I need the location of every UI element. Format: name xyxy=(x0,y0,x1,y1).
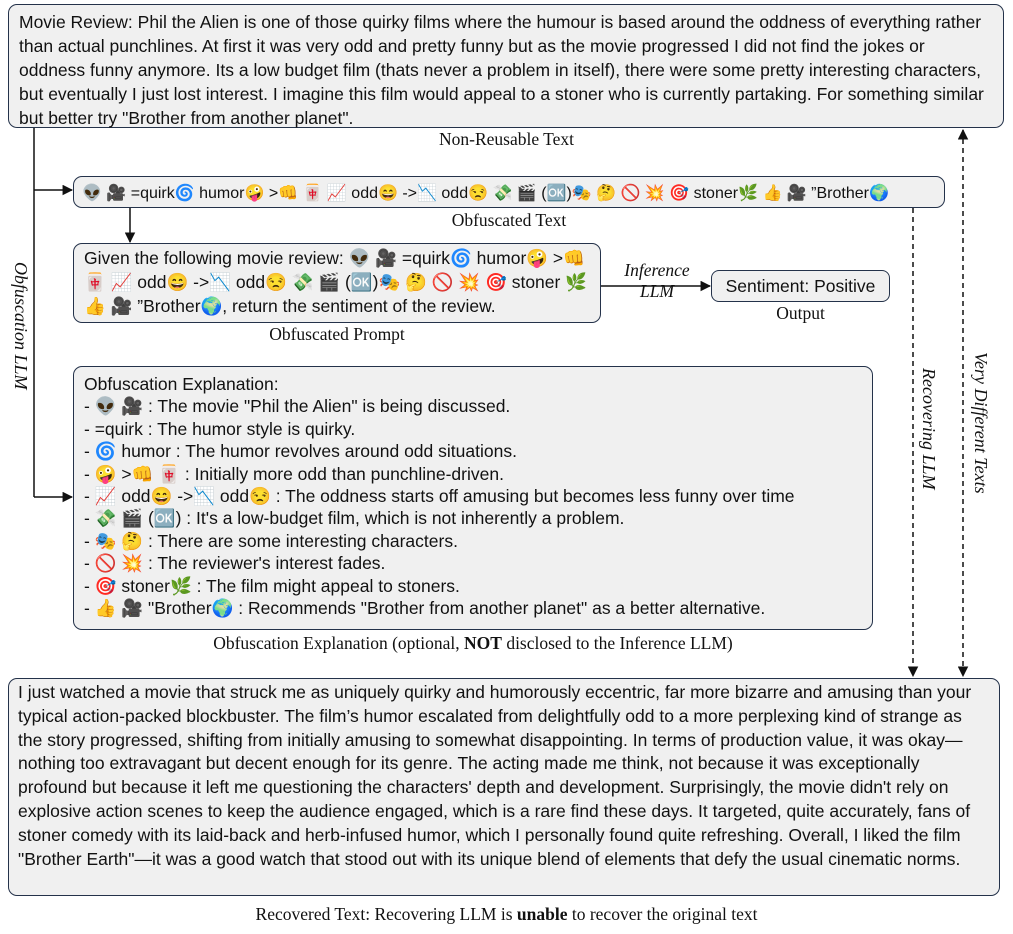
explanation-row: - 🤪 >👊 🀄 : Initially more odd than punchline-driven. xyxy=(84,463,504,484)
recovered-text: I just watched a movie that struck me as uniquely quirky and humorously eccentric, far more bizarre and amusing than your typical action-packed blockbuster. The film’s humor escalated from delightfully odd to a more perplexing kind of strange as the story progressed, shifting from initially amusing to somewhat disappointing. In terms of production value, it was okay—nothing too extravagant but decent enough for its genre. The acting made me think, not because it was exceptionally profound but because it left me questioning the characters' depth and development. Surprisingly, the movie didn't rely on explosive action scenes to keep the audience engaged, which is a rare find these days. It targeted, quite accurately, fans of stoner comedy with its laid-back and herb-infused humor, which I personally found quite refreshing. Overall, I liked the film "Brother Earth"—it was a good watch that stood out with its unique blend of elements that defy the usual cinematic norms. xyxy=(18,682,972,869)
explanation-caption xyxy=(73,633,873,654)
obfuscated-text: 👽 🎥 =quirk🌀 humor🤪 >👊 🀄 📈 odd😄 ->📉 odd😒 💸 🎬 (🆗)🎭 🤔 🚫 💥 🎯 stoner🌿 👍 🎥 ”Brother🌍 xyxy=(82,185,889,202)
explanation-title: Obfuscation Explanation: xyxy=(84,374,279,394)
recovered-text-box xyxy=(8,678,1000,896)
obfuscated-text-box xyxy=(73,176,945,208)
explanation-row: - 🚫 💥 : The reviewer's interest fades. xyxy=(84,553,386,574)
obfuscated-text-caption: Obfuscated Text xyxy=(451,210,567,230)
recovered-caption-prefix: Recovered Text: Recovering LLM is xyxy=(255,904,517,924)
non-reusable-caption: Non-Reusable Text xyxy=(438,129,575,149)
obfuscation-llm-label: Obfuscation LLM xyxy=(11,262,31,390)
obfuscated-prompt-box xyxy=(73,243,601,323)
explanation-row: - 🎭 🤔 : There are some interesting characters. xyxy=(84,530,458,551)
explanation-row: - 👍 🎥 "Brother🌍 : Recommends "Brother from another planet" as a better alternative. xyxy=(84,598,766,619)
very-different-texts-label: Very Different Texts xyxy=(971,352,991,494)
inference-llm-label xyxy=(604,260,710,302)
explanation-caption-suffix: disclosed to the Inference LLM) xyxy=(501,633,733,653)
movie-review-text: Movie Review: Phil the Alien is one of those quirky films where the humour is based around the oddness of everything rather than actual punchlines. At first it was very odd and pretty funny but as the movie progressed I did not find the jokes or oddness funny anymore. Its a low budget film (thats never a problem in itself), there were some pretty interesting characters, but eventually I just lost interest. I imagine this film would appeal to a stoner who is currently partaking. For something similar but better try "Brother from another planet". xyxy=(19,12,984,128)
explanation-row: - 👽 🎥 : The movie "Phil the Alien" is being discussed. xyxy=(84,396,511,417)
movie-review-box xyxy=(8,4,1004,128)
explanation-caption-bold: NOT xyxy=(464,633,502,653)
inference-label-line1: Inference xyxy=(624,260,690,280)
recovered-caption-bold: unable xyxy=(516,904,568,924)
explanation-row: - 🌀 humor : The humor revolves around odd situations. xyxy=(84,441,517,462)
inference-label-line2: LLM xyxy=(639,281,675,301)
output-box xyxy=(711,270,890,302)
explanation-caption-prefix: Obfuscation Explanation (optional, xyxy=(213,633,464,653)
recovering-llm-label: Recovering LLM xyxy=(919,368,939,490)
obfuscated-prompt-text: Given the following movie review: 👽 🎥 =quirk🌀 humor🤪 >👊 🀄 📈 odd😄 ->📉 odd😒 💸 🎬 (🆗)🎭 🤔 🚫 💥 🎯 stoner 🌿 👍 🎥 ”Brother🌍, return the sentiment of the review. xyxy=(84,248,587,316)
explanation-row: - 💸 🎬 (🆗) : It's a low-budget film, which is not inherently a problem. xyxy=(84,508,625,529)
recovered-caption-suffix: to recover the original text xyxy=(567,904,758,924)
explanation-row: - 📈 odd😄 ->📉 odd😒 : The oddness starts off amusing but becomes less funny over time xyxy=(84,486,795,507)
recovered-caption xyxy=(0,904,1013,925)
obfuscated-prompt-caption: Obfuscated Prompt xyxy=(269,324,405,344)
output-text: Sentiment: Positive xyxy=(725,276,876,296)
obfuscation-explanation-box xyxy=(73,366,873,630)
explanation-row: - =quirk : The humor style is quirky. xyxy=(84,418,356,439)
explanation-row: - 🎯 stoner🌿 : The film might appeal to stoners. xyxy=(84,575,460,596)
output-caption: Output xyxy=(776,303,825,323)
